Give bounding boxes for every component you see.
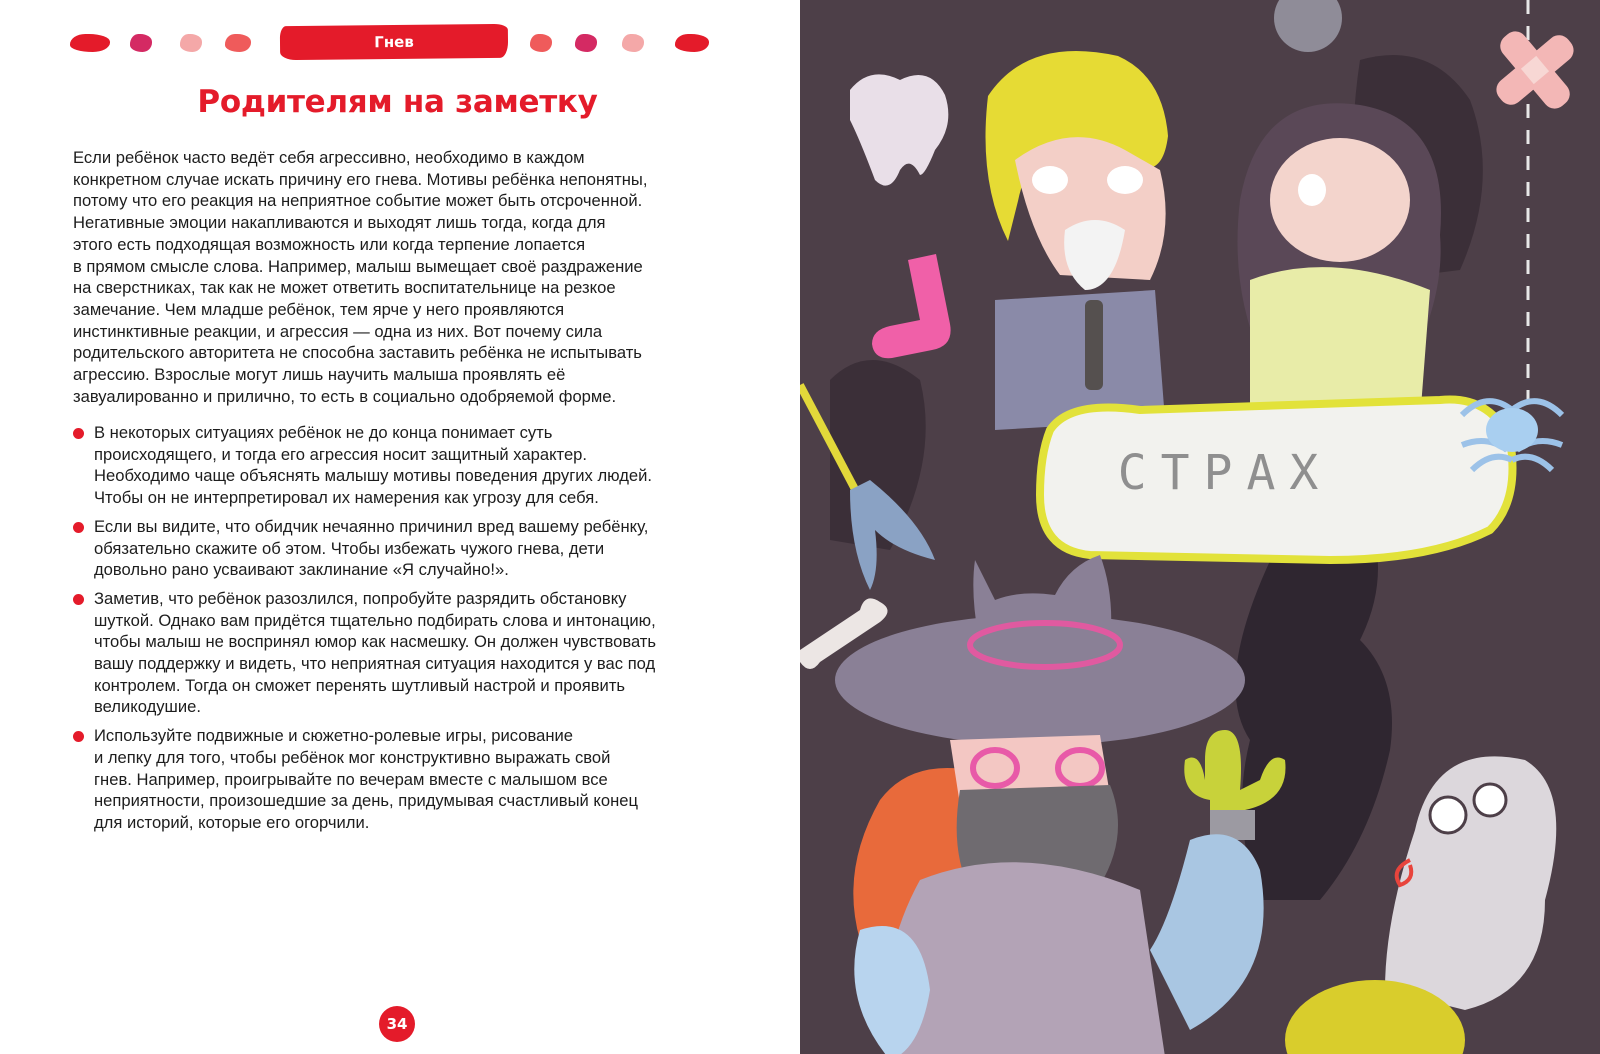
sock-icon	[872, 254, 951, 358]
boy-eye	[1032, 166, 1068, 194]
flashlight	[1085, 300, 1103, 390]
tips-list	[73, 422, 733, 841]
girl-eye	[1298, 174, 1326, 206]
chapter-label: Гнев	[280, 24, 508, 60]
moon-circle	[1274, 0, 1342, 52]
brush-stroke-decoration	[675, 34, 709, 52]
list-item	[73, 725, 733, 834]
fear-illustration	[800, 0, 1600, 1054]
illustration-page	[800, 0, 1600, 1054]
coat	[884, 862, 1170, 1054]
page-title: Родителям на заметку	[197, 84, 598, 120]
list-item	[73, 516, 733, 581]
brush-stroke-decoration	[180, 34, 202, 52]
list-item	[73, 422, 733, 509]
tip-text: Используйте подвижные и сюжетно-ролевые игры, рисование и лепку для того, чтобы ребёнок мог конструктивно выражать свой гнев. Например, проигрывайте по вечерам вместе с малышом все неприятности, произошедшие за день, придумывая счастливый конец для историй, которые его огорчили.	[94, 726, 638, 832]
tip-text: В некоторых ситуациях ребёнок не до конца понимает суть происходящего, и тогда его агрессия носит защитный характер. Необходимо чаще объяснять малышу мотивы поведения других людей. Чтобы он не интерпретировал их намерения как угрозу для себя.	[94, 423, 652, 508]
girl-sweater	[1250, 267, 1430, 420]
brush-stroke-decoration	[70, 34, 110, 52]
tip-text: Заметив, что ребёнок разозлился, попробуйте разрядить обстановку шуткой. Однако вам придётся тщательно подбирать слова и интонацию, чтобы малыш не воспринял юмор как насмешку. Он должен чувствовать вашу поддержку и видеть, что неприятная ситуация находится у вас под контролем. Тогда он сможет перенять шутливый настрой и проявить великодушие.	[94, 588, 657, 717]
chameleon	[1385, 756, 1556, 1010]
bandage-icon	[1472, 7, 1599, 134]
chameleon-eye	[1430, 797, 1466, 833]
boy-beard	[1064, 220, 1125, 290]
page-number: 34	[379, 1006, 415, 1042]
tip-text: Если вы видите, что обидчик нечаянно причинил вред вашему ребёнку, обязательно скажите об этом. Чтобы избежать чужого гнева, дети довольно рано усваивают заклинание «Я случайно!».	[94, 516, 649, 580]
bullet-icon	[73, 731, 84, 742]
brush-stroke-decoration	[225, 34, 251, 52]
tooth-icon	[850, 74, 948, 185]
bullet-icon	[73, 594, 84, 605]
bullet-icon	[73, 522, 84, 533]
intro-paragraph	[73, 147, 733, 407]
shadow-monster	[1235, 509, 1392, 900]
brush-stroke-decoration	[622, 34, 644, 52]
girl-face	[1270, 138, 1410, 262]
boy-eye	[1107, 166, 1143, 194]
brush-stroke-decoration	[530, 34, 552, 52]
brush-stroke-decoration	[130, 34, 152, 52]
list-item	[73, 588, 733, 718]
arm	[1150, 834, 1264, 1030]
bullet-icon	[73, 428, 84, 439]
hat-brim	[835, 615, 1245, 745]
brush-stroke-decoration	[575, 34, 597, 52]
chameleon-eye	[1474, 784, 1506, 816]
chapter-header	[70, 24, 725, 60]
intro-paragraph-text: Если ребёнок часто ведёт себя агрессивно, необходимо в каждом конкретном случае искать причину его гнева. Мотивы ребёнка непонятны, потому что его реакция на неприятное событие может быть отсроченной. Негативные эмоции накапливаются и выходят лишь тогда, когда для этого есть подходящая возможность или когда терпение лопается в прямом смысле слова. Например, малыш вымещает своё раздражение на сверстниках, так как не может ответить воспитательнице на резкое замечание. Чем младше ребёнок, тем ярче у него проявляются инстинктивные реакции, и агрессия — одна из них. Вот почему сила родительского авторитета не способна заставить ребёнка не испытывать агрессию. Взрослые могут лишь научить малыша проявлять её завуалированно и прилично, то есть в социально одобряемой форме.	[73, 148, 648, 406]
speech-bubble-word: СТРАХ	[1117, 445, 1333, 501]
